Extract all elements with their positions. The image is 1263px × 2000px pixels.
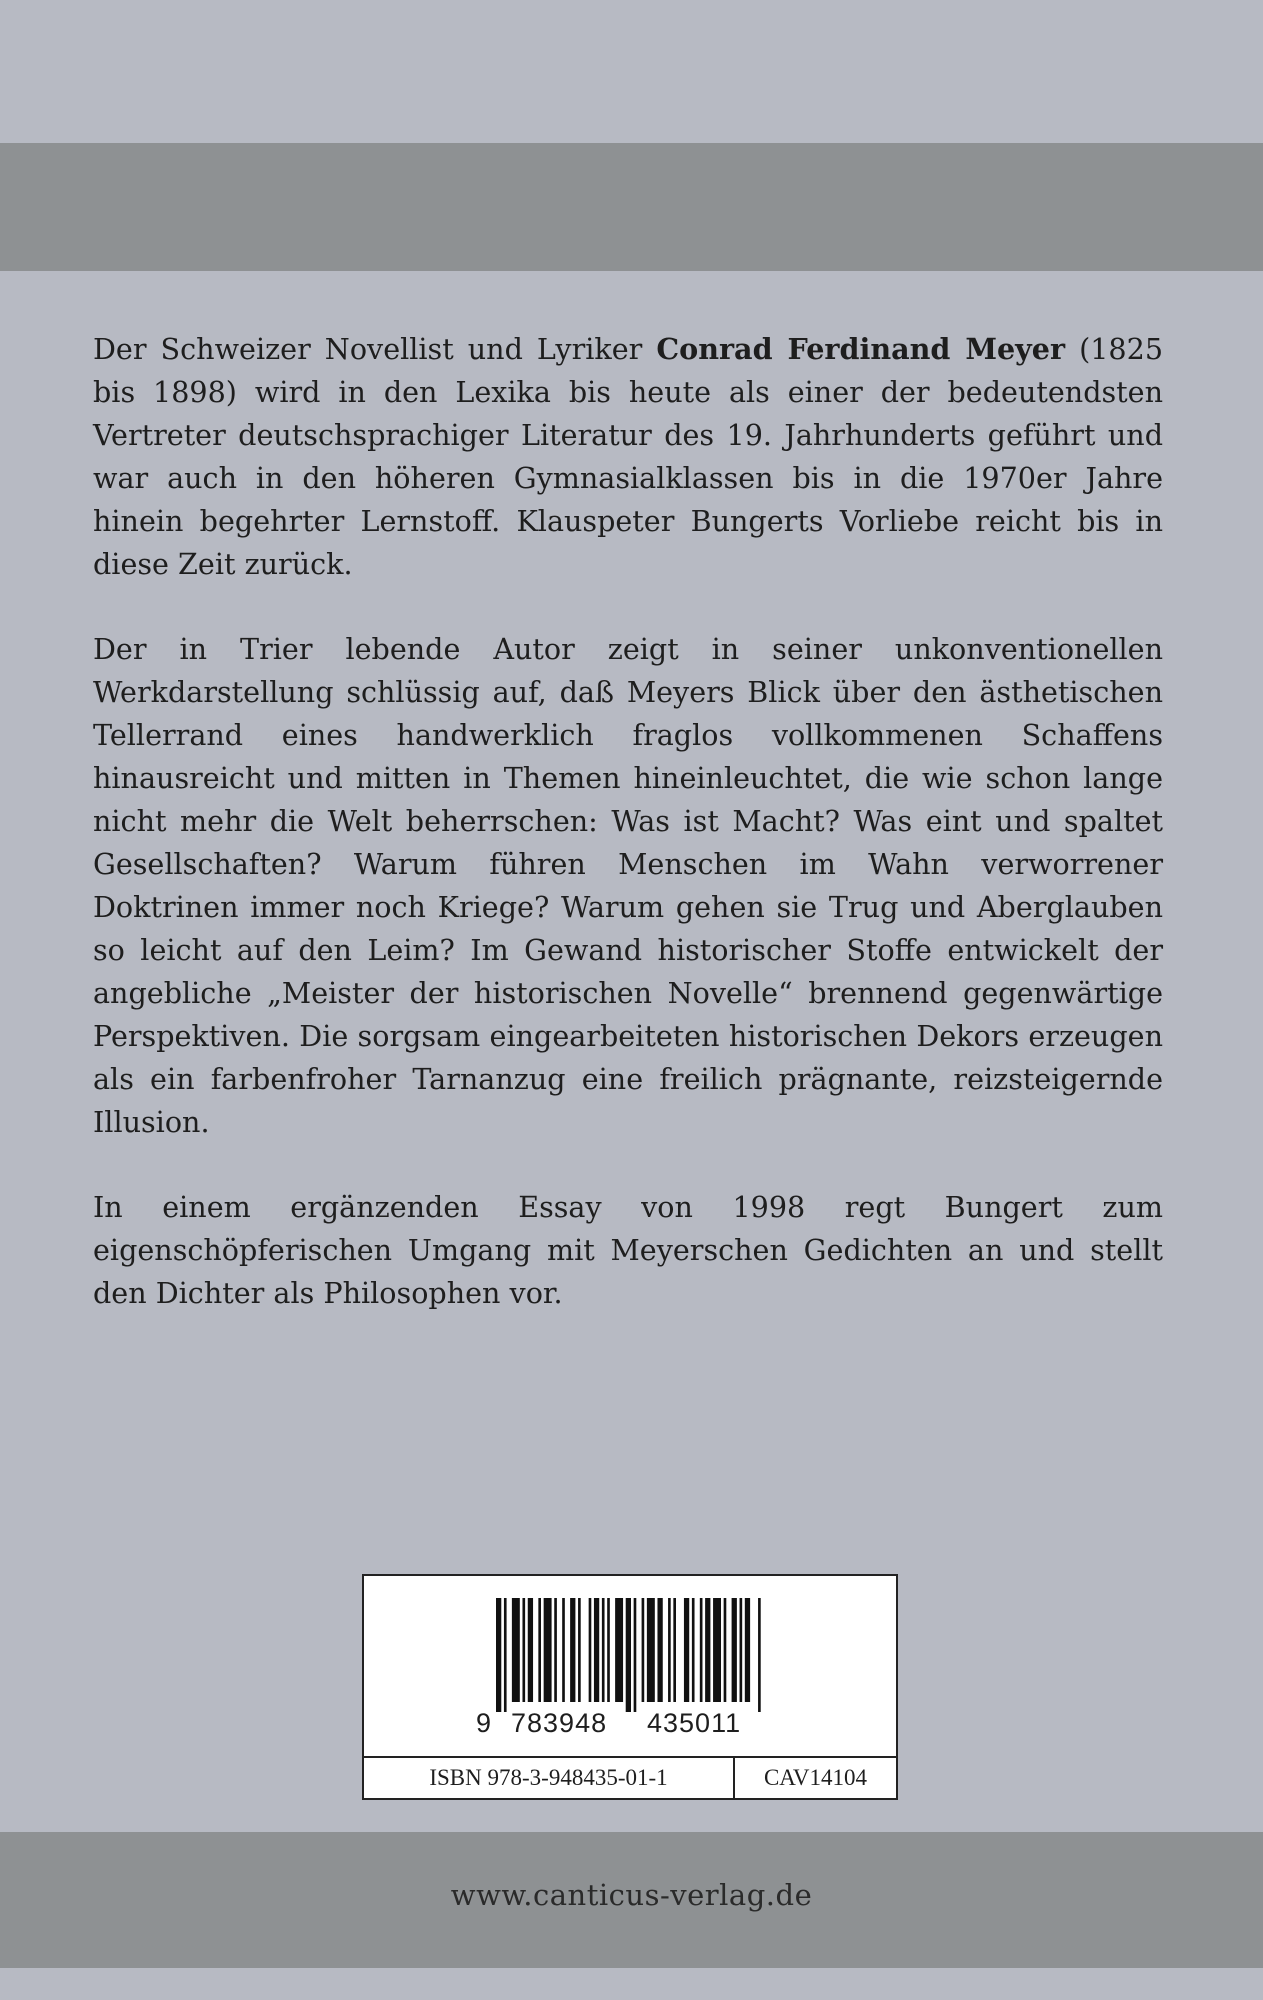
barcode-bar [745, 1598, 750, 1702]
top-band [0, 143, 1263, 271]
barcode-bar [634, 1598, 637, 1712]
barcode-bar [657, 1598, 662, 1702]
barcode-bar [504, 1598, 507, 1712]
barcode-bar [522, 1598, 525, 1702]
barcode-digits-right: 435011 [647, 1708, 742, 1738]
barcode-bar [512, 1598, 520, 1702]
barcode-bar [684, 1598, 689, 1702]
barcode-bar [673, 1598, 676, 1702]
barcode-bar [570, 1598, 575, 1702]
isbn-number: ISBN 978-3-948435-01-1 [364, 1758, 735, 1798]
barcode-area [364, 1576, 896, 1756]
blurb-p1-end: (1825 bis 1898) wird in den Lexika bis heute als einer der bedeutendsten Vertreter deutschsprachiger Literatur des 19. Jahrhunderts geführt und war auch in den höheren Gymnasialklassen bis in die 1970er Jahre hinein begehrter Lernstoff. Klauspeter Bungerts Vorliebe reicht bis in diese Zeit zurück. [93, 332, 1164, 581]
barcode-bar [562, 1598, 565, 1702]
author-name: Conrad Ferdinand Meyer [656, 332, 1066, 366]
barcode-bar [758, 1598, 761, 1712]
barcode-graphic [496, 1598, 766, 1712]
barcode-bar [700, 1598, 703, 1702]
blurb-p1-start: Der Schweizer Novellist und Lyriker [93, 332, 657, 366]
barcode-bar [647, 1598, 655, 1702]
barcode-bar [578, 1598, 581, 1702]
barcode-bar [602, 1598, 605, 1702]
barcode-bar [705, 1598, 710, 1702]
barcode-bar [713, 1598, 721, 1702]
barcode-bars [496, 1598, 766, 1712]
barcode-bar [607, 1598, 610, 1702]
barcode-bar [626, 1598, 631, 1712]
barcode-bar [528, 1598, 533, 1702]
barcode-bar [615, 1598, 623, 1702]
blurb-text [93, 328, 1163, 1357]
barcode-bar [496, 1598, 501, 1712]
barcode-bar [642, 1598, 645, 1702]
blurb-paragraph-3: In einem ergänzenden Essay von 1998 regt Bungert zum eigenschöpferischen Umgang mit Meyerschen Gedichten an und stellt den Dichter als Philosophen vor. [93, 1190, 1163, 1310]
barcode-lead-digit: 9 [476, 1708, 492, 1738]
barcode-bar [544, 1598, 552, 1702]
barcode-bar [554, 1598, 557, 1702]
barcode-bar [740, 1598, 743, 1702]
barcode-bar [692, 1598, 695, 1702]
barcode-bar [538, 1598, 541, 1702]
barcode-box [362, 1574, 898, 1800]
publisher-code: CAV14104 [763, 1765, 868, 1790]
barcode-bar [724, 1598, 727, 1702]
blurb-paragraph-1 [93, 328, 1163, 586]
barcode-bar [668, 1598, 671, 1702]
barcode-bar [594, 1598, 599, 1702]
blurb-paragraph-2: Der in Trier lebende Autor zeigt in seiner unkonventionellen Werkdarstellung schlüssig auf, daß Meyers Blick über den ästhetischen Tellerrand eines handwerklich fraglos vollkommenen Schaffens hinausreicht und mitten in Themen hineinleuchtet, die wie schon lange nicht mehr die Welt beherrschen: Was ist Macht? Was eint und spaltet Gesellschaften? Warum führen Menschen im Wahn verworrener Doktrinen immer noch Kriege? Warum gehen sie Trug und Aberglauben so leicht auf den Leim? Im Gewand historischer Stoffe entwickelt der angebliche „Meister der historischen Novelle“ brennend gegenwärtige Perspektiven. Die sorgsam eingearbeiteten historischen Dekors erzeugen als ein farbenfroher Tarnanzug eine freilich prägnante, reizsteigernde Illusion. [93, 632, 1163, 1139]
barcode-digits-left: 783948 [511, 1708, 608, 1738]
publisher-website: www.canticus-verlag.de [450, 1878, 813, 1912]
barcode-bar [732, 1598, 737, 1702]
isbn-row [364, 1756, 896, 1798]
barcode-bar [589, 1598, 592, 1702]
